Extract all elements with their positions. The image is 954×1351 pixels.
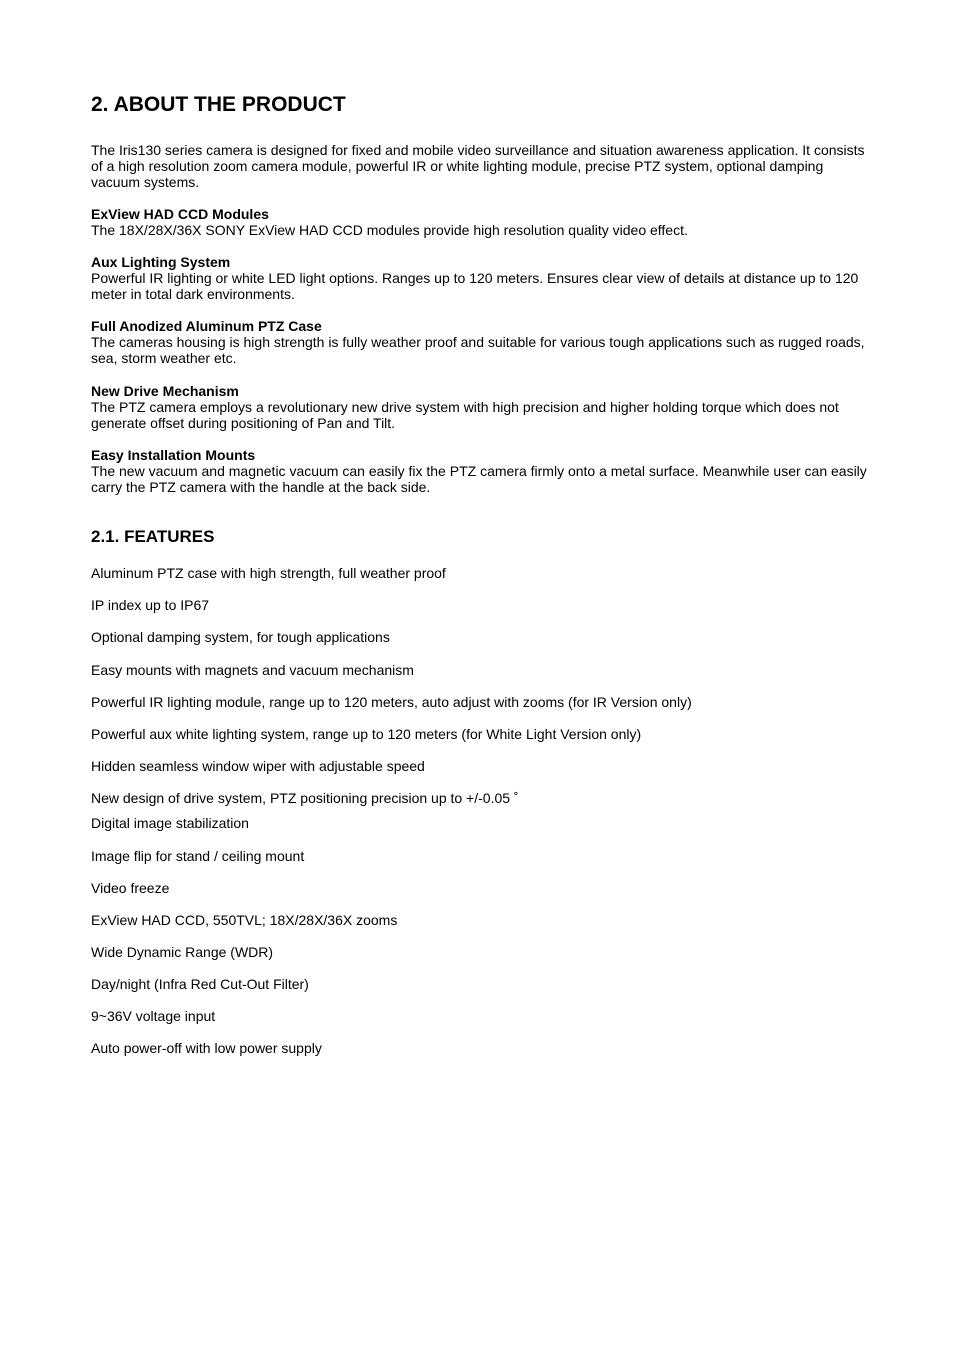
item-heading: Easy Installation Mounts — [91, 447, 256, 463]
feature-item: Aluminum PTZ case with high strength, full weather proof — [91, 565, 446, 581]
item-text: The 18X/28X/36X SONY ExView HAD CCD modules provide high resolution quality video effect. — [91, 222, 688, 238]
intro-paragraph — [91, 142, 871, 190]
product-item — [91, 254, 871, 302]
item-text: The cameras housing is high strength is fully weather proof and suitable for various tough applications such as rugged roads, sea, storm weather etc. — [91, 334, 865, 366]
product-item — [91, 206, 871, 238]
item-heading: New Drive Mechanism — [91, 383, 239, 399]
feature-item: IP index up to IP67 — [91, 597, 210, 613]
item-heading: ExView HAD CCD Modules — [91, 206, 269, 222]
feature-item: Auto power-off with low power supply — [91, 1040, 322, 1056]
item-heading: Aux Lighting System — [91, 254, 231, 270]
feature-item: Video freeze — [91, 880, 170, 896]
feature-item: Powerful aux white lighting system, range up to 120 meters (for White Light Version only) — [91, 726, 642, 742]
product-item — [91, 383, 871, 431]
feature-item: Wide Dynamic Range (WDR) — [91, 944, 274, 960]
item-text: The new vacuum and magnetic vacuum can easily fix the PTZ camera firmly onto a metal surface. Meanwhile user can easily carry the PTZ camera with the handle at the back side. — [91, 463, 867, 495]
feature-item: Easy mounts with magnets and vacuum mechanism — [91, 662, 414, 678]
feature-item: 9~36V voltage input — [91, 1008, 216, 1024]
intro-text: The Iris130 series camera is designed for fixed and mobile video surveillance and situation awareness application. It consists of a high resolution zoom camera module, powerful IR or white lighting module, precise PTZ system, optional damping vacuum systems. — [91, 142, 865, 190]
feature-item: Day/night (Infra Red Cut-Out Filter) — [91, 976, 309, 992]
features-title: 2.1. FEATURES — [91, 527, 215, 546]
feature-item: Digital image stabilization — [91, 815, 249, 831]
feature-item: Hidden seamless window wiper with adjustable speed — [91, 758, 425, 774]
product-item — [91, 447, 871, 495]
feature-item: Image flip for stand / ceiling mount — [91, 848, 305, 864]
item-text: The PTZ camera employs a revolutionary new drive system with high precision and higher holding torque which does not generate offset during positioning of Pan and Tilt. — [91, 399, 839, 431]
product-item — [91, 318, 871, 366]
item-heading: Full Anodized Aluminum PTZ Case — [91, 318, 322, 334]
section-title: 2. ABOUT THE PRODUCT — [91, 93, 346, 116]
feature-item: Optional damping system, for tough applications — [91, 629, 390, 645]
item-text: Powerful IR lighting or white LED light options. Ranges up to 120 meters. Ensures clear view of details at distance up to 120 meter in total dark environments. — [91, 270, 859, 302]
feature-item: ExView HAD CCD, 550TVL; 18X/28X/36X zooms — [91, 912, 398, 928]
feature-item: New design of drive system, PTZ positioning precision up to +/-0.05 ˚ — [91, 790, 519, 806]
feature-item: Powerful IR lighting module, range up to 120 meters, auto adjust with zooms (for IR Version only) — [91, 694, 692, 710]
